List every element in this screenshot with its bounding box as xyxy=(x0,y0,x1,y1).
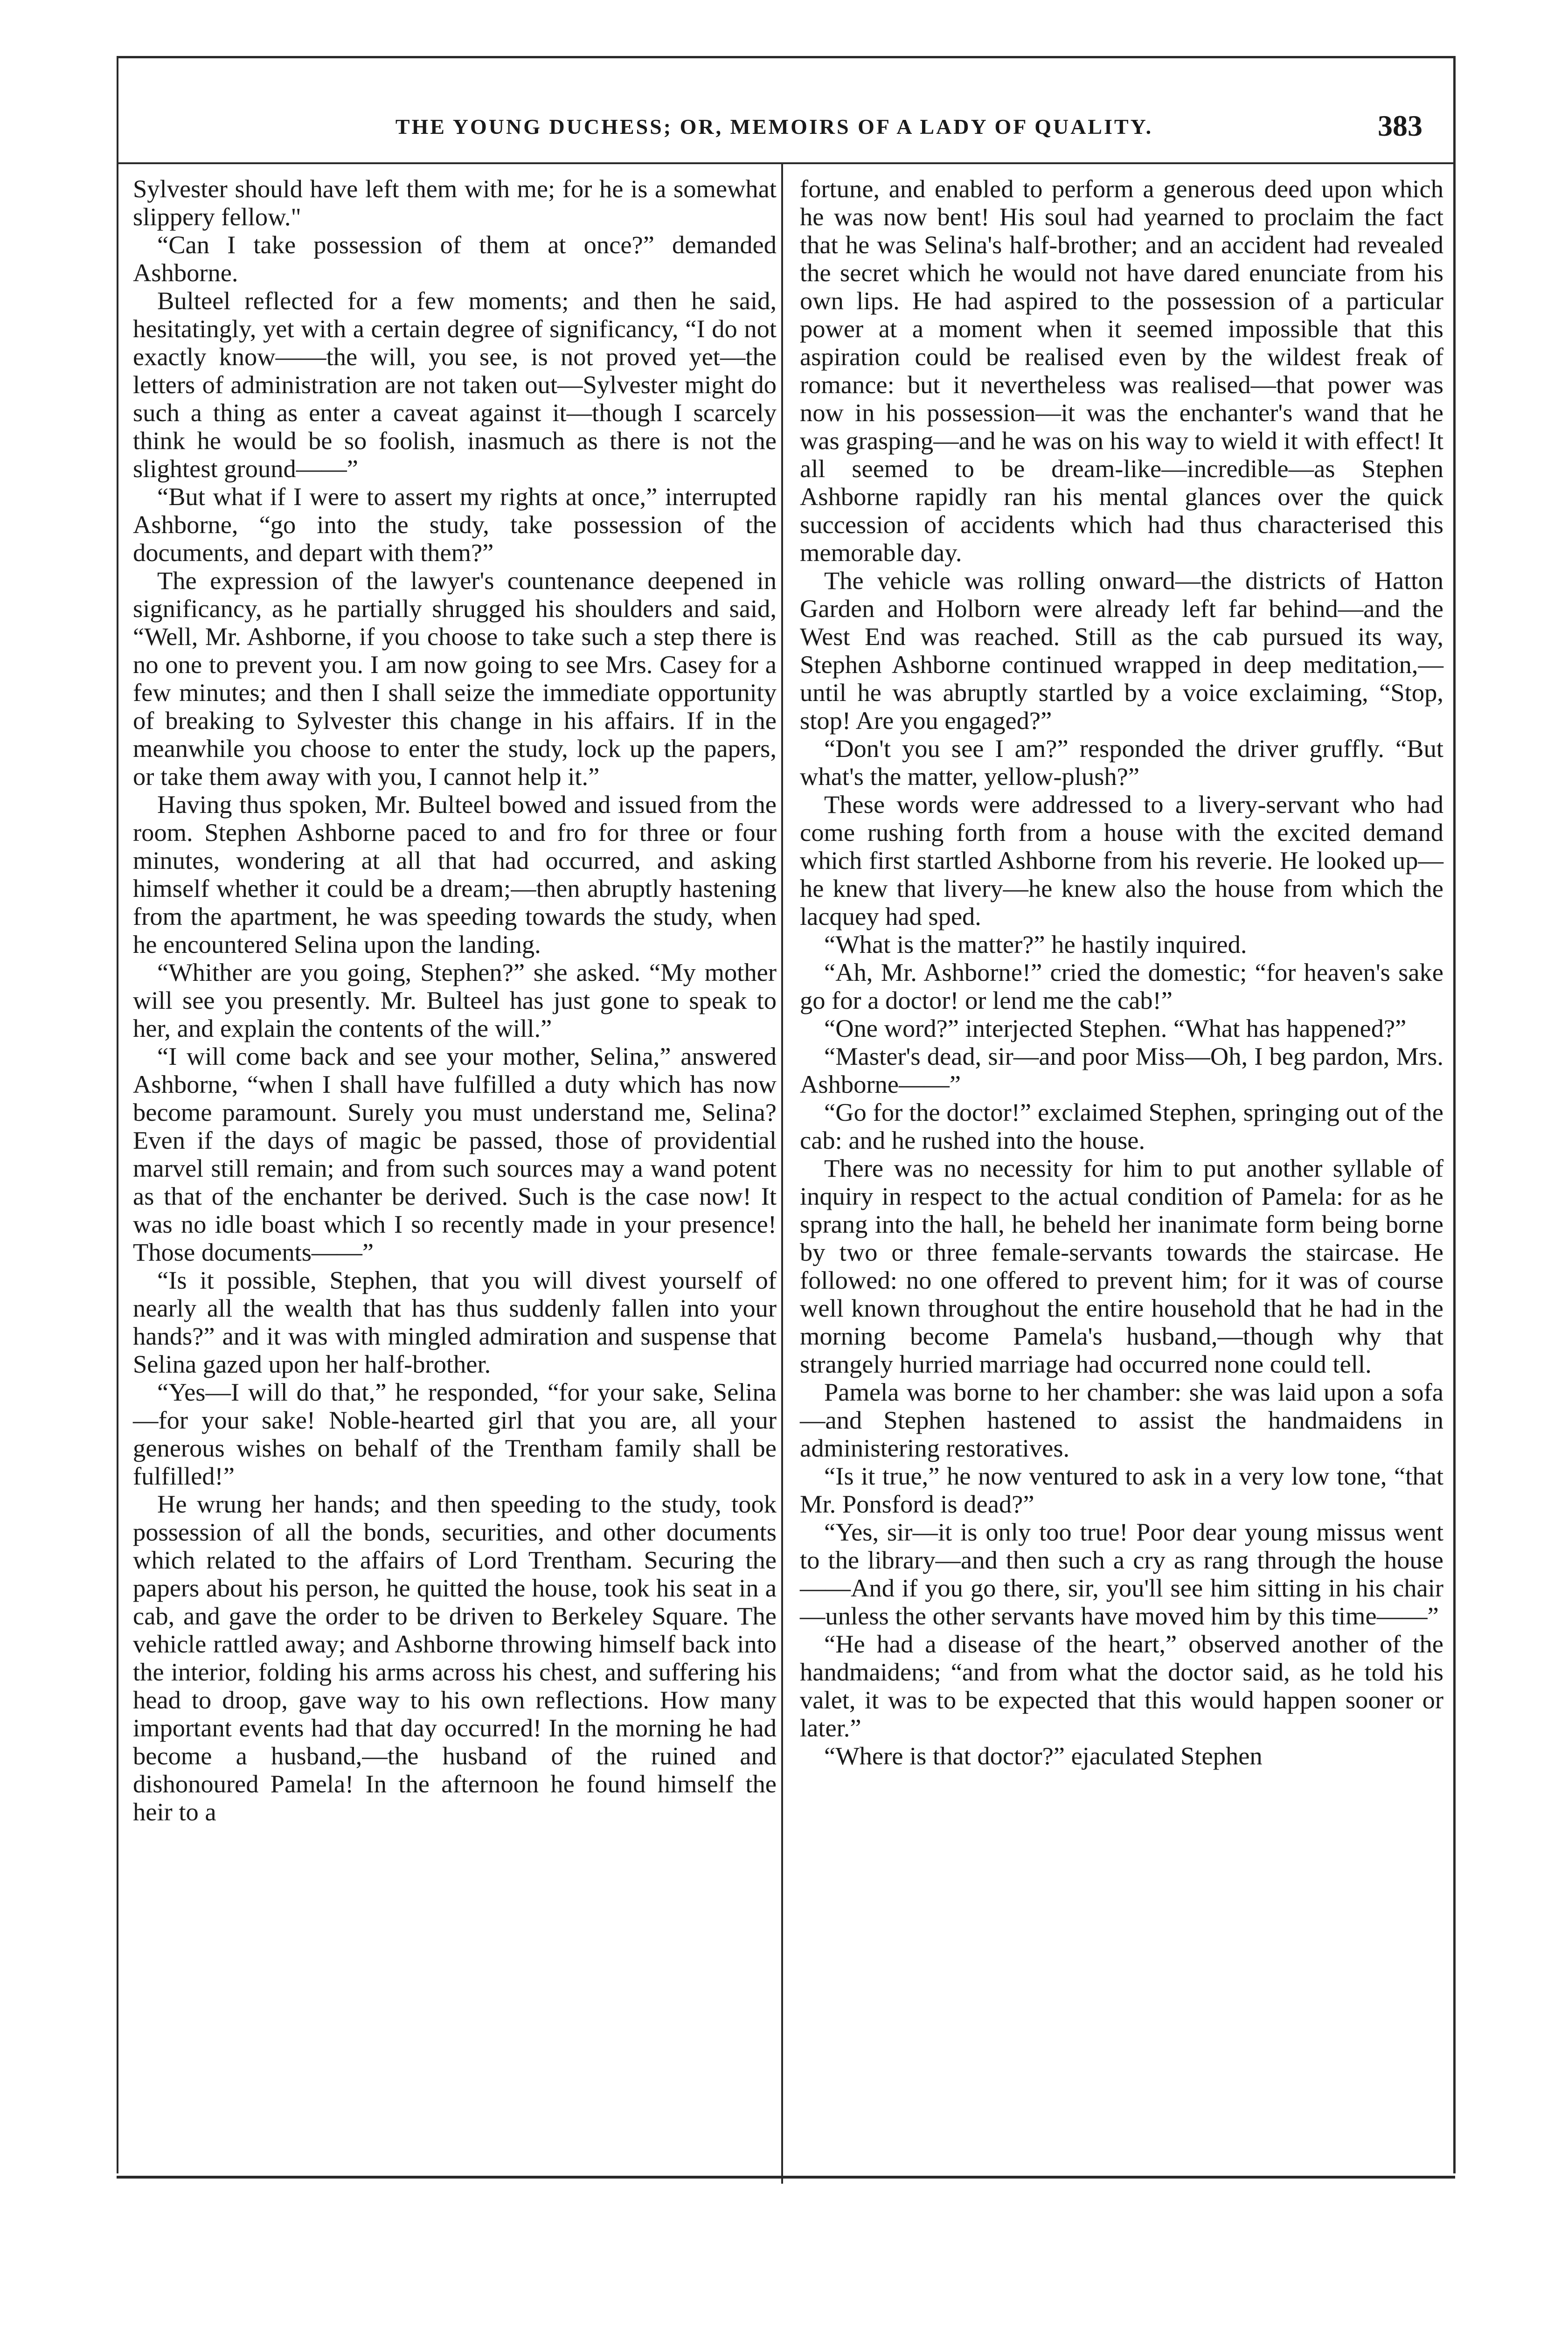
paragraph: “Yes—I will do that,” he responded, “for your sake, Selina—for your sake! Noble-hearted girl that you are, all your generous wishes on behalf of the Trentham family shall be fulfilled!” xyxy=(133,1378,777,1490)
paragraph: “What is the matter?” he hastily inquired. xyxy=(824,930,1247,958)
paragraph: He wrung her hands; and then speeding to the study, took possession of all the bonds, securities, and other documents which related to the affairs of Lord Trentham. Securing the papers about his person, he quitted the house, took his seat in a cab, and gave the order to be driven to Berkeley Square. The vehicle rattled away; and Ashborne throwing himself back into the interior, folding his arms across his chest, and suffering his head to droop, gave way to his own reflections. How many important events had that day occurred! In the morning he had become a husband,—the husband of the ruined and dishonoured Pamela! In the afternoon he found himself the heir to a xyxy=(133,1490,777,1826)
paragraph: Having thus spoken, Mr. Bulteel bowed and issued from the room. Stephen Ashborne paced to and fro for three or four minutes, wondering at all that had occurred, and asking himself whether it could be a dream;—then abruptly hastening from the apartment, he was speeding towards the study, when he encountered Selina upon the landing. xyxy=(133,790,777,958)
paragraph: Pamela was borne to her chamber: she was laid upon a sofa—and Stephen hastened to assist the handmaidens in administering restoratives. xyxy=(800,1378,1443,1462)
paragraph: fortune, and enabled to perform a generous deed upon which he was now bent! His soul had yearned to proclaim the fact that he was Selina's half-brother; and an accident had revealed the secret which he would not have dared enunciate from his own lips. He had aspired to the possession of a particular power at a moment when it seemed impossible that this aspiration could be realised even by the wildest freak of romance: but it nevertheless was realised—that power was now in his possession—it was the enchanter's wand that he was grasping—and he was on his way to wield it with effect! It all seemed to be dream-like—incredible—as Stephen Ashborne rapidly ran his mental glances over the quick succession of accidents which had thus characterised this memorable day. xyxy=(800,174,1443,567)
page-frame xyxy=(117,56,1460,2239)
paragraph: “Is it possible, Stephen, that you will divest yourself of nearly all the wealth that has thus suddenly fallen into your hands?” and it was with mingled admiration and suspense that Selina gazed upon her half-brother. xyxy=(133,1266,777,1378)
right-column xyxy=(800,175,1443,2166)
running-head xyxy=(117,100,1455,152)
column-divider xyxy=(781,164,783,2184)
paragraph: The expression of the lawyer's countenance deepened in significancy, as he partially shrugged his shoulders and said, “Well, Mr. Ashborne, if you choose to take such a step there is no one to prevent you. I am now going to see Mrs. Casey for a few minutes; and then I shall seize the immediate opportunity of breaking to Sylvester this change in his affairs. If in the meanwhile you choose to enter the study, lock up the papers, or take them away with you, I cannot help it.” xyxy=(133,566,777,791)
paragraph: There was no necessity for him to put another syllable of inquiry in respect to the actual condition of Pamela: for as he sprang into the hall, he beheld her inanimate form being borne by two or three female-servants towards the staircase. He followed: no one offered to prevent him; for it was of course well known throughout the entire household that he had in the morning become Pamela's husband,—though why that strangely hurried marriage had occurred none could tell. xyxy=(800,1154,1443,1378)
paragraph: Sylvester should have left them with me; for he is a somewhat slippery fellow." xyxy=(133,174,777,231)
paragraph: “He had a disease of the heart,” observed another of the handmaidens; “and from what the doctor said, as he told his valet, it was to be expected that this would happen sooner or later.” xyxy=(800,1630,1443,1742)
paragraph: “I will come back and see your mother, Selina,” answered Ashborne, “when I shall have fulfilled a duty which has now become paramount. Surely you must understand me, Selina? Even if the days of magic be passed, those of providential marvel still remain; and from such sources may a wand potent as that of the enchanter be derived. Such is the case now! It was no idle boast which I so recently made in your presence! Those documents——” xyxy=(133,1042,777,1266)
paragraph: These words were addressed to a livery-servant who had come rushing forth from a house with the excited demand which first startled Ashborne from his reverie. He looked up—he knew that livery—he knew also the house from which the lacquey had sped. xyxy=(800,790,1443,930)
top-rule xyxy=(117,56,1455,58)
paragraph: “Don't you see I am?” responded the driver gruffly. “But what's the matter, yellow-plush?” xyxy=(800,734,1443,791)
paragraph: “Master's dead, sir—and poor Miss—Oh, I beg pardon, Mrs. Ashborne——” xyxy=(800,1042,1443,1098)
bottom-rule xyxy=(117,2176,1455,2179)
paragraph: “Can I take possession of them at once?” demanded Ashborne. xyxy=(133,230,777,287)
paragraph: “Ah, Mr. Ashborne!” cried the domestic; “for heaven's sake go for a doctor! or lend me the cab!” xyxy=(800,958,1443,1014)
paragraph: “Whither are you going, Stephen?” she asked. “My mother will see you presently. Mr. Bulteel has just gone to speak to her, and explain the contents of the will.” xyxy=(133,958,777,1042)
paragraph: “One word?” interjected Stephen. “What has happened?” xyxy=(824,1014,1407,1042)
right-rule xyxy=(1453,56,1456,2173)
paragraph: The vehicle was rolling onward—the districts of Hatton Garden and Holborn were already left far behind—and the West End was reached. Still as the cab pursued its way, Stephen Ashborne continued wrapped in deep meditation,—until he was abruptly startled by a voice exclaiming, “Stop, stop! Are you engaged?” xyxy=(800,566,1443,735)
left-column xyxy=(133,175,777,2166)
paragraph: “But what if I were to assert my rights at once,” interrupted Ashborne, “go into the study, take possession of the documents, and depart with them?” xyxy=(133,482,777,567)
paragraph: “Go for the doctor!” exclaimed Stephen, springing out of the cab: and he rushed into the house. xyxy=(800,1098,1443,1154)
header-rule xyxy=(117,162,1455,164)
running-title: THE YOUNG DUCHESS; OR, MEMOIRS OF A LADY OF QUALITY. xyxy=(395,115,1153,139)
paragraph: “Where is that doctor?” ejaculated Stephen xyxy=(824,1742,1263,1770)
paragraph: “Yes, sir—it is only too true! Poor dear young missus went to the library—and then such a cry as rang through the house——And if you go there, sir, you'll see him sitting in his chair—unless the other servants have moved him by this time——” xyxy=(800,1518,1443,1630)
paragraph: Bulteel reflected for a few moments; and then he said, hesitatingly, yet with a certain degree of significancy, “I do not exactly know——the will, you see, is not proved yet—the letters of administration are not taken out—Sylvester might do such a thing as enter a caveat against it—though I scarcely think he would be so foolish, inasmuch as there is not the slightest ground——” xyxy=(133,286,777,483)
page-number: 383 xyxy=(1378,109,1422,142)
left-rule xyxy=(117,56,118,2173)
paragraph: “Is it true,” he now ventured to ask in a very low tone, “that Mr. Ponsford is dead?” xyxy=(800,1462,1443,1518)
